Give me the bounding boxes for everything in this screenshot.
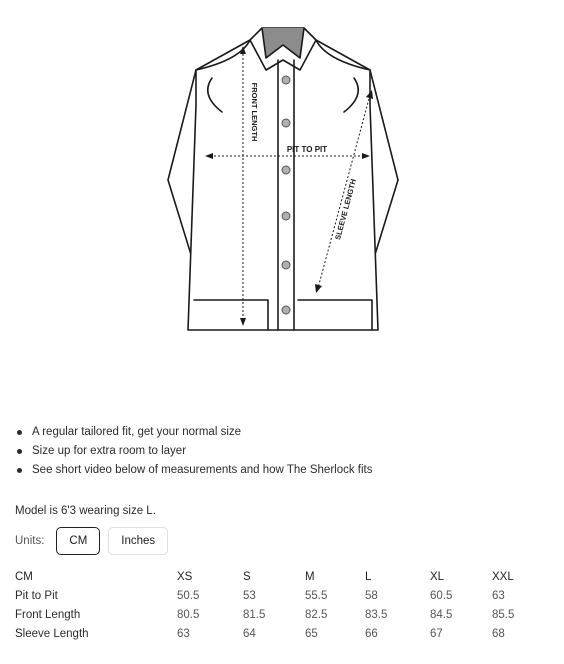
row-label: Sleeve Length [15,627,89,640]
fit-note-text: A regular tailored fit, get your normal size [32,426,242,438]
table-cell: 58 [365,589,378,602]
unit-cm-button[interactable]: CM [56,527,100,555]
table-cell: 82.5 [305,608,328,621]
button-dot [282,212,290,220]
column-header: L [365,570,372,583]
column-header: M [305,570,315,583]
table-cell: 53 [243,589,256,602]
table-header-row [15,567,542,586]
table-cell: 84.5 [430,608,453,621]
table-cell: 83.5 [365,608,388,621]
sleeve-length-label: SLEEVE LENGTH [333,177,359,241]
table-row [15,605,542,624]
table-cell: 63 [177,627,190,640]
fit-note-item [14,423,373,442]
row-label: Front Length [15,608,81,621]
column-header: XL [430,570,445,583]
button-dot [282,306,290,314]
table-row [15,586,542,605]
button-dot [282,76,290,84]
bullet-icon [17,449,22,454]
table-cell: 80.5 [177,608,200,621]
table-cell: 50.5 [177,589,200,602]
table-cell: 64 [243,627,256,640]
bullet-icon [17,468,22,473]
column-header: CM [15,570,33,583]
table-row [15,624,542,643]
table-cell: 66 [365,627,378,640]
table-cell: 67 [430,627,443,640]
model-size-note: Model is 6'3 wearing size L. [15,505,156,517]
button-dot [282,261,290,269]
table-cell: 68 [492,627,505,640]
front-length-label: FRONT LENGTH [250,82,259,142]
column-header: S [243,570,251,583]
bullet-icon [17,430,22,435]
fit-note-text: Size up for extra room to layer [32,445,187,457]
button-dot [282,119,290,127]
table-cell: 60.5 [430,589,453,602]
table-cell: 55.5 [305,589,328,602]
pit-to-pit-label: PIT TO PIT [286,145,328,154]
table-cell: 63 [492,589,505,602]
size-chart-table [15,567,542,643]
fit-notes-list [14,423,373,480]
table-cell: 65 [305,627,318,640]
table-cell: 81.5 [243,608,266,621]
units-label: Units: [15,535,45,547]
table-cell: 85.5 [492,608,515,621]
unit-inches-button[interactable]: Inches [108,527,168,555]
units-toggle [15,527,176,555]
row-label: Pit to Pit [15,589,58,602]
column-header: XXL [492,570,514,583]
fit-note-item [14,461,373,480]
fit-note-item [14,442,373,461]
button-dot [282,166,290,174]
fit-note-text: See short video below of measurements and how The Sherlock fits [32,464,373,476]
column-header: XS [177,570,193,583]
